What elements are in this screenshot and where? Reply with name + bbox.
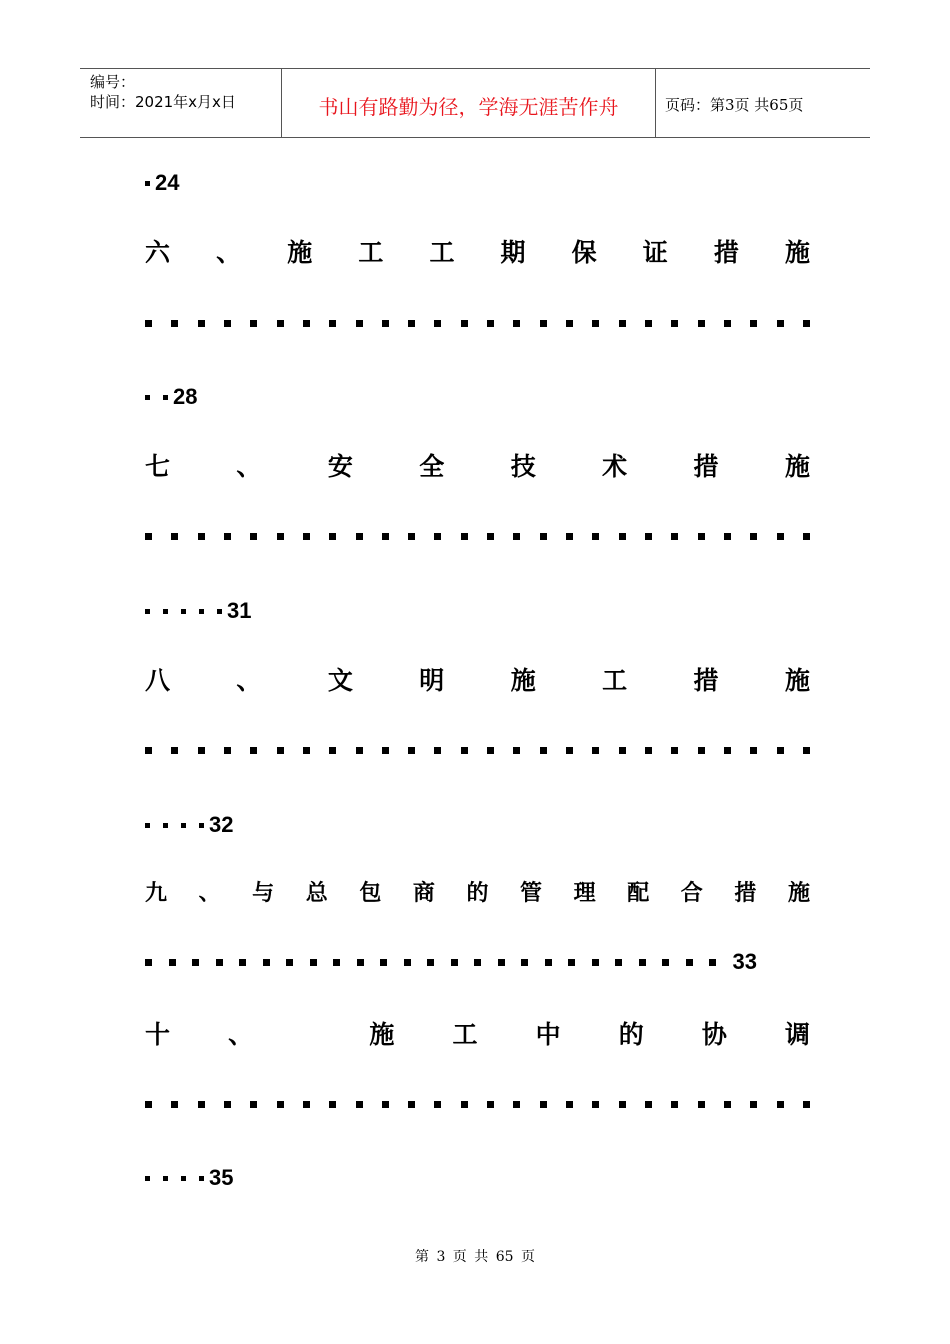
leader-dot xyxy=(724,533,731,540)
header-right-cell xyxy=(655,69,870,137)
leader-dot xyxy=(198,747,205,754)
leader-dot xyxy=(408,1101,415,1108)
leader-dot xyxy=(645,1101,652,1108)
leader-dot xyxy=(408,320,415,327)
leader-dot xyxy=(303,747,310,754)
toc-title-char: 、 xyxy=(198,881,221,906)
leader-dot xyxy=(461,320,468,327)
toc-title-char: 全 xyxy=(419,452,445,481)
toc-entry-10-title xyxy=(145,1015,810,1051)
leader-dot xyxy=(592,320,599,327)
leader-dot xyxy=(277,1101,284,1108)
leader-dot xyxy=(329,320,336,327)
toc-title-char: 措 xyxy=(693,666,719,695)
leader-dot xyxy=(724,747,731,754)
leader-dot xyxy=(434,533,441,540)
leader-dot xyxy=(250,1101,257,1108)
leader-dot xyxy=(434,320,441,327)
leader-dot xyxy=(329,747,336,754)
leader-dot xyxy=(171,533,178,540)
toc-title-char: 、 xyxy=(228,1020,254,1049)
leader-dot xyxy=(224,320,231,327)
leader-dot xyxy=(171,1101,178,1108)
toc-title-char: 术 xyxy=(602,452,628,481)
leader-dot xyxy=(277,747,284,754)
leader-dot xyxy=(671,533,678,540)
leader-dot xyxy=(513,747,520,754)
leader-dot xyxy=(198,320,205,327)
motto-text: 书山有路勤为径，学海无涯苦作舟 xyxy=(318,95,619,119)
toc-title-char: 施 xyxy=(784,452,810,481)
toc-entry-9-leader xyxy=(145,951,757,973)
leader-dot xyxy=(777,747,784,754)
leader-dot xyxy=(777,1101,784,1108)
leader-dot xyxy=(645,320,652,327)
leader-dot xyxy=(198,533,205,540)
leader-dot xyxy=(408,747,415,754)
header-left-cell xyxy=(80,69,281,137)
toc-continuation-28 xyxy=(145,384,197,410)
leader-dot xyxy=(671,747,678,754)
leader-dot xyxy=(434,747,441,754)
leader-dot xyxy=(356,1101,363,1108)
leader-dot xyxy=(750,1101,757,1108)
leader-dot xyxy=(566,533,573,540)
leader-dot xyxy=(540,320,547,327)
number-label: 编号： xyxy=(90,73,136,91)
leader-dot xyxy=(277,320,284,327)
leader-dot xyxy=(803,1101,810,1108)
toc-title-char: 施 xyxy=(510,666,536,695)
toc-title-char: 施 xyxy=(787,881,810,906)
leader-dot xyxy=(382,533,389,540)
leader-dot xyxy=(592,1101,599,1108)
leader-dot xyxy=(777,533,784,540)
toc-entry-6-leader xyxy=(145,312,810,327)
page-number: 28 xyxy=(173,384,198,409)
toc-title-char: 管 xyxy=(520,881,543,906)
time-label: 时间：2021年x月x日 xyxy=(90,93,236,111)
toc-title-char: 八 xyxy=(145,666,171,695)
toc-title-char: 施 xyxy=(369,1020,395,1049)
leader-dot xyxy=(750,747,757,754)
page-number: 32 xyxy=(209,812,234,837)
toc-title-char: 工 xyxy=(429,238,455,267)
toc-title-char: 保 xyxy=(571,238,597,267)
leader-dot xyxy=(540,747,547,754)
leader-dot xyxy=(803,747,810,754)
toc-title-char: 六 xyxy=(145,238,171,267)
leader-dot xyxy=(592,747,599,754)
toc-title-char: 商 xyxy=(412,881,435,906)
toc-title-char: 措 xyxy=(734,881,757,906)
toc-title-char: 、 xyxy=(216,238,242,267)
leader-dot xyxy=(224,747,231,754)
toc-title-char: 施 xyxy=(287,238,313,267)
page-info: 页码：第3页 共65页 xyxy=(665,96,804,114)
leader-dot xyxy=(145,533,152,540)
toc-entry-7-title xyxy=(145,447,810,483)
leader-dot xyxy=(487,320,494,327)
toc-title-char: 的 xyxy=(466,881,489,906)
leader-dot xyxy=(566,320,573,327)
leader-dot xyxy=(382,320,389,327)
leader-dot xyxy=(513,320,520,327)
leader-dot xyxy=(671,320,678,327)
leader-dot xyxy=(698,533,705,540)
leader-dot xyxy=(303,1101,310,1108)
leader-dot xyxy=(145,1101,152,1108)
leader-dot xyxy=(724,1101,731,1108)
leader-dot xyxy=(461,747,468,754)
leader-dot xyxy=(513,533,520,540)
leader-dot xyxy=(698,747,705,754)
toc-title-char: 施 xyxy=(784,238,810,267)
toc-title-char: 技 xyxy=(510,452,536,481)
toc-title-char: 合 xyxy=(680,881,703,906)
leader-dot xyxy=(487,533,494,540)
leader-dot xyxy=(540,533,547,540)
leader-dot xyxy=(250,320,257,327)
toc-title-char: 的 xyxy=(618,1020,644,1049)
toc-title-char: 九 xyxy=(145,881,168,906)
leader-dot xyxy=(513,1101,520,1108)
leader-dot xyxy=(171,320,178,327)
leader-dot xyxy=(803,533,810,540)
page-footer: 第 3 页 共 65 页 xyxy=(415,1249,535,1265)
leader-dot xyxy=(777,320,784,327)
leader-dot xyxy=(329,1101,336,1108)
toc-entry-8-title xyxy=(145,661,810,697)
page-number: 31 xyxy=(227,598,252,623)
leader-dot xyxy=(171,747,178,754)
toc-title-char: 十 xyxy=(145,1020,171,1049)
page-number: 24 xyxy=(155,170,180,195)
toc-title-char: 措 xyxy=(713,238,739,267)
leader-dot xyxy=(566,1101,573,1108)
leader-dot xyxy=(434,1101,441,1108)
toc-title-char: 证 xyxy=(642,238,668,267)
page-header xyxy=(80,68,870,138)
leader-dot xyxy=(145,747,152,754)
leader-dot xyxy=(645,747,652,754)
toc-title-char: 安 xyxy=(327,452,353,481)
leader-dot xyxy=(724,320,731,327)
leader-dot xyxy=(619,1101,626,1108)
toc-title-char: 文 xyxy=(327,666,353,695)
leader-dot xyxy=(566,747,573,754)
toc-title-char: 中 xyxy=(535,1020,561,1049)
toc-continuation-35 xyxy=(145,1165,233,1191)
page-number: 35 xyxy=(209,1165,234,1190)
leader-dot xyxy=(198,1101,205,1108)
toc-continuation-31 xyxy=(145,598,251,624)
toc-title-char: 工 xyxy=(452,1020,478,1049)
leader-dot xyxy=(461,1101,468,1108)
leader-dot xyxy=(750,533,757,540)
leader-dot xyxy=(277,533,284,540)
toc-title-char: 工 xyxy=(602,666,628,695)
leader-dot xyxy=(303,320,310,327)
toc-entry-10-leader xyxy=(145,1093,810,1108)
toc-title-char: 调 xyxy=(784,1020,810,1049)
leader-dot xyxy=(408,533,415,540)
leader-dot xyxy=(356,533,363,540)
toc-title-char: 理 xyxy=(573,881,596,906)
leader-dot xyxy=(224,1101,231,1108)
leader-dot xyxy=(540,1101,547,1108)
leader-dot xyxy=(803,320,810,327)
leader-dot xyxy=(356,320,363,327)
leader-dot xyxy=(645,533,652,540)
toc-title-char: 明 xyxy=(419,666,445,695)
leader-dot xyxy=(329,533,336,540)
leader-dot xyxy=(382,1101,389,1108)
leader-dot xyxy=(224,533,231,540)
toc-title-char: 措 xyxy=(693,452,719,481)
toc-entry-8-leader xyxy=(145,739,810,754)
leader-dot xyxy=(487,1101,494,1108)
leader-dot xyxy=(250,747,257,754)
toc-entry-6-title xyxy=(145,233,810,269)
leader-dot xyxy=(487,747,494,754)
leader-dot xyxy=(145,320,152,327)
leader-dot xyxy=(619,533,626,540)
leader-dot xyxy=(750,320,757,327)
leader-dot xyxy=(671,1101,678,1108)
leader-dot xyxy=(698,320,705,327)
toc-continuation-32 xyxy=(145,812,233,838)
leader-dot xyxy=(356,747,363,754)
leader-dot xyxy=(619,747,626,754)
toc-title-char: 与 xyxy=(252,881,275,906)
leader-dot xyxy=(461,533,468,540)
toc-title-char: 七 xyxy=(145,452,171,481)
page-number: 33 xyxy=(732,949,757,974)
toc-entry-9-title xyxy=(145,876,810,907)
toc-continuation-24 xyxy=(145,170,179,196)
leader-dot xyxy=(698,1101,705,1108)
toc-title-char: 、 xyxy=(236,666,262,695)
leader-dot xyxy=(382,747,389,754)
leader-dot xyxy=(303,533,310,540)
leader-dot xyxy=(250,533,257,540)
toc-title-char: 期 xyxy=(500,238,526,267)
leader-dot xyxy=(619,320,626,327)
toc-title-char: 工 xyxy=(358,238,384,267)
toc-title-char: 协 xyxy=(701,1020,727,1049)
leader-dot xyxy=(592,533,599,540)
toc-entry-7-leader xyxy=(145,525,810,540)
toc-title-char: 包 xyxy=(359,881,382,906)
toc-title-char: 配 xyxy=(627,881,650,906)
header-motto-cell xyxy=(281,69,656,137)
toc-title-char: 、 xyxy=(236,452,262,481)
toc-title-char: 总 xyxy=(305,881,328,906)
toc-title-char: 施 xyxy=(784,666,810,695)
